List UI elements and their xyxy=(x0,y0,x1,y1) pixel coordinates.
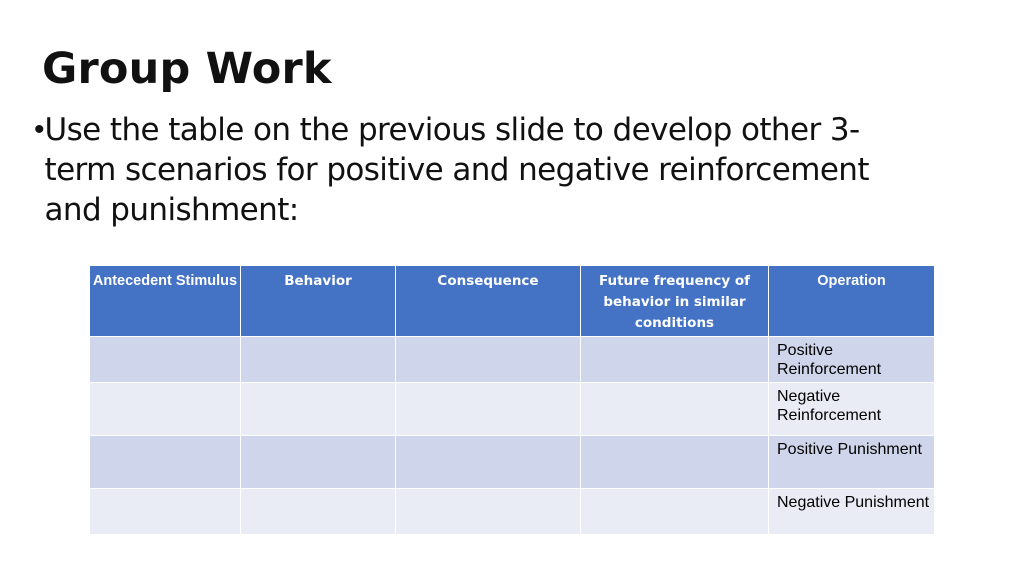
cell-operation: Positive Punishment xyxy=(769,436,935,489)
cell-operation: Positive Reinforcement xyxy=(769,337,935,383)
cell-antecedent[interactable] xyxy=(90,436,241,489)
cell-antecedent[interactable] xyxy=(90,337,241,383)
cell-consequence[interactable] xyxy=(396,337,581,383)
table-row xyxy=(90,436,935,489)
table-row xyxy=(90,383,935,436)
header-future-frequency: Future frequency of behavior in similar conditions xyxy=(581,266,769,337)
bullet-item xyxy=(34,110,874,230)
cell-consequence[interactable] xyxy=(396,383,581,436)
table-row xyxy=(90,489,935,535)
header-operation: Operation xyxy=(769,266,935,337)
cell-future-frequency[interactable] xyxy=(581,383,769,436)
cell-behavior[interactable] xyxy=(241,436,396,489)
cell-behavior[interactable] xyxy=(241,489,396,535)
header-behavior: Behavior xyxy=(241,266,396,337)
scenario-table xyxy=(89,265,935,535)
table-header-row xyxy=(90,266,935,337)
cell-antecedent[interactable] xyxy=(90,383,241,436)
slide-title: Group Work xyxy=(42,44,332,94)
cell-antecedent[interactable] xyxy=(90,489,241,535)
table-row xyxy=(90,337,935,383)
cell-future-frequency[interactable] xyxy=(581,489,769,535)
bullet-text: Use the table on the previous slide to develop other 3-term scenarios for positive and negative reinforcement and punishment: xyxy=(44,112,869,228)
cell-operation: Negative Punishment xyxy=(769,489,935,535)
cell-operation: Negative Reinforcement xyxy=(769,383,935,436)
cell-behavior[interactable] xyxy=(241,337,396,383)
header-antecedent-stimulus: Antecedent Stimulus xyxy=(90,266,241,337)
header-consequence: Consequence xyxy=(396,266,581,337)
bullet-dot-icon: • xyxy=(34,113,45,146)
cell-future-frequency[interactable] xyxy=(581,436,769,489)
cell-behavior[interactable] xyxy=(241,383,396,436)
cell-consequence[interactable] xyxy=(396,436,581,489)
cell-consequence[interactable] xyxy=(396,489,581,535)
cell-future-frequency[interactable] xyxy=(581,337,769,383)
